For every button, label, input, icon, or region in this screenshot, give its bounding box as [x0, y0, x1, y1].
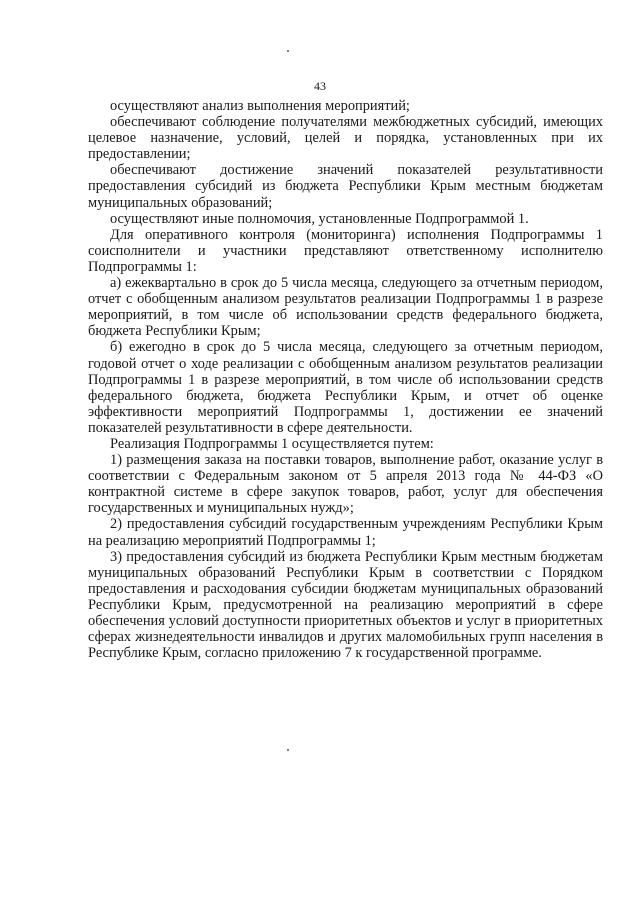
paragraph-item-1: 1) размещения заказа на поставки товаров, выполнение работ, оказание услуг в соответствии с Федеральным законом от 5 апреля 2013 года № 44-ФЗ «О контрактной системе в сфере закупок товаров, работ, услуг для обеспечения государственных и муниципальных нужд»; — [88, 452, 603, 517]
paragraph-item-3: 3) предоставления субсидий из бюджета Республики Крым местным бюджетам муниципальных образований Республики Крым в соответствии с Порядком предоставления и расходования субсидии бюджетам муниципальных образований Республики Крым, предусмотренной на реализацию мероприятий в сфере обеспечения условий доступности приоритетных объектов и услуг в приоритетных сферах жизнедеятельности инвалидов и других маломобильных групп населения в Республике Крым, согласно приложению 7 к государственной программе. — [88, 548, 603, 662]
paragraph-monitoring-intro: Для оперативного контроля (мониторинга) исполнения Подпрограммы 1 соисполнители и участники представляют ответственному исполнителю Подпрограммы 1: — [88, 226, 603, 275]
scan-dot-top — [287, 50, 289, 52]
page-number: 43 — [314, 79, 326, 93]
paragraph-analysis: осуществляют анализ выполнения мероприятий; — [110, 98, 410, 114]
paragraph-indicators: обеспечивают достижение значений показателей результативности предоставления субсидий из бюджета Республики Крым местным бюджетам муниципальных образований; — [88, 162, 603, 211]
paragraph-implementation-intro: Реализация Подпрограммы 1 осуществляется путем: — [110, 435, 434, 452]
paragraph-compliance: обеспечивают соблюдение получателями межбюджетных субсидий, имеющих целевое назначение, условий, целей и порядка, установленных при их предоставлении; — [88, 114, 603, 163]
scan-dot-bottom — [287, 749, 289, 751]
document-body — [88, 98, 603, 661]
paragraph-item-2: 2) предоставления субсидий государственным учреждениям Республики Крым на реализацию мероприятий Подпрограммы 1; — [88, 516, 603, 549]
paragraph-annual-report: б) ежегодно в срок до 5 числа месяца, следующего за отчетным периодом, годовой отчет о ходе реализации с обобщенным анализом результатов реализации Подпрограммы 1 в разрезе мероприятий, в том числе об использовании средств федерального бюджета, бюджета Республики Крым, и отчет об оценке эффективности мероприятий Подпрограммы 1, достижении ее значений показателей результативности в сфере деятельности. — [88, 339, 603, 436]
paragraph-other-powers: осуществляют иные полномочия, установленные Подпрограммой 1. — [110, 210, 529, 227]
paragraph-quarterly-report: а) ежеквартально в срок до 5 числа месяца, следующего за отчетным периодом, отчет с обобщенным анализом результатов реализации Подпрограммы 1 в разрезе мероприятий, в том числе об использовании средств федерального бюджета, бюджета Республики Крым; — [88, 275, 603, 340]
